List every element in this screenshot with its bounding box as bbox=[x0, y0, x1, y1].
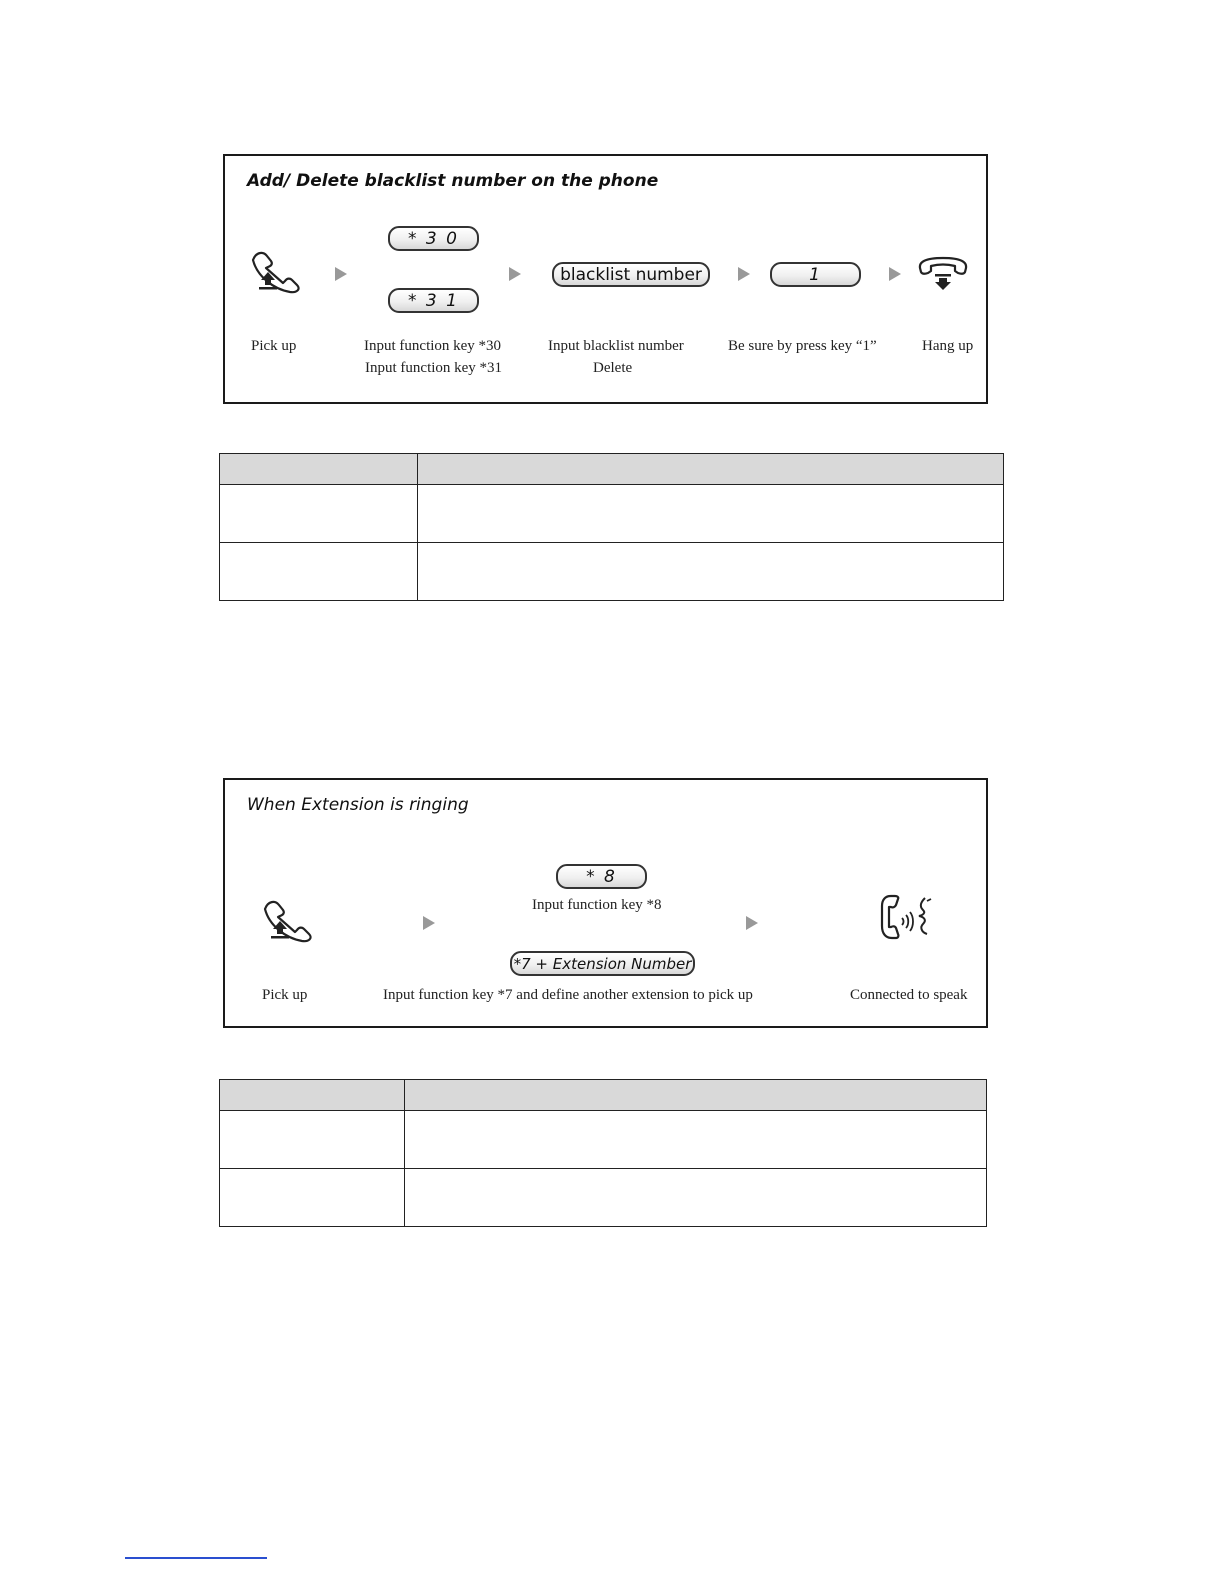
table-row bbox=[220, 1111, 987, 1169]
table-row bbox=[220, 1169, 987, 1227]
caption-function-key-8: Input function key *8 bbox=[532, 897, 662, 913]
handset-hangup-icon bbox=[915, 254, 971, 294]
handset-pickup-icon bbox=[259, 897, 315, 943]
arrow-icon bbox=[738, 267, 750, 281]
arrow-icon bbox=[423, 916, 435, 930]
table-header-row bbox=[220, 454, 1004, 485]
key-star-8: * 8 bbox=[556, 864, 647, 889]
table-cell bbox=[405, 1111, 987, 1169]
key-confirm-1: 1 bbox=[770, 262, 861, 287]
table-cell bbox=[418, 485, 1004, 543]
table-header-cell bbox=[418, 454, 1004, 485]
caption-function-key-31: Input function key *31 bbox=[365, 360, 503, 376]
caption-function-key-30: Input function key *30 bbox=[364, 338, 502, 354]
caption-confirm: Be sure by press key “1” bbox=[728, 338, 877, 354]
caption-input-blacklist: Input blacklist number bbox=[548, 338, 684, 354]
footer-link-underline[interactable] bbox=[125, 1557, 267, 1559]
handset-speaking-icon bbox=[877, 892, 937, 942]
caption-pickup: Pick up bbox=[251, 338, 297, 354]
table-cell bbox=[220, 1111, 405, 1169]
blacklist-diagram bbox=[223, 154, 988, 404]
call-pickup-diagram bbox=[223, 778, 988, 1028]
call-pickup-table bbox=[219, 1079, 987, 1227]
caption-delete: Delete bbox=[593, 360, 633, 376]
table-row bbox=[220, 543, 1004, 601]
key-star-31: * 3 1 bbox=[388, 288, 479, 313]
table-row bbox=[220, 485, 1004, 543]
table-cell bbox=[220, 1169, 405, 1227]
key-star-30: * 3 0 bbox=[388, 226, 479, 251]
table-header-row bbox=[220, 1080, 987, 1111]
arrow-icon bbox=[335, 267, 347, 281]
table-cell bbox=[405, 1169, 987, 1227]
table-cell bbox=[220, 485, 418, 543]
arrow-icon bbox=[746, 916, 758, 930]
caption-function-key-7: Input function key *7 and define another extension to pick up bbox=[383, 987, 753, 1003]
arrow-icon bbox=[889, 267, 901, 281]
table-cell bbox=[418, 543, 1004, 601]
blacklist-table bbox=[219, 453, 1004, 601]
caption-pickup: Pick up bbox=[262, 987, 308, 1003]
key-star-7-extension: *7 + Extension Number bbox=[510, 951, 695, 976]
key-blacklist-number: blacklist number bbox=[552, 262, 710, 287]
arrow-icon bbox=[509, 267, 521, 281]
caption-connected: Connected to speak bbox=[850, 987, 968, 1003]
table-header-cell bbox=[220, 1080, 405, 1111]
table-header-cell bbox=[405, 1080, 987, 1111]
caption-hangup: Hang up bbox=[922, 338, 974, 354]
handset-pickup-icon bbox=[247, 248, 303, 294]
table-cell bbox=[220, 543, 418, 601]
call-pickup-diagram-title: When Extension is ringing bbox=[247, 795, 469, 815]
table-header-cell bbox=[220, 454, 418, 485]
blacklist-diagram-title: Add/ Delete blacklist number on the phone bbox=[247, 171, 659, 191]
